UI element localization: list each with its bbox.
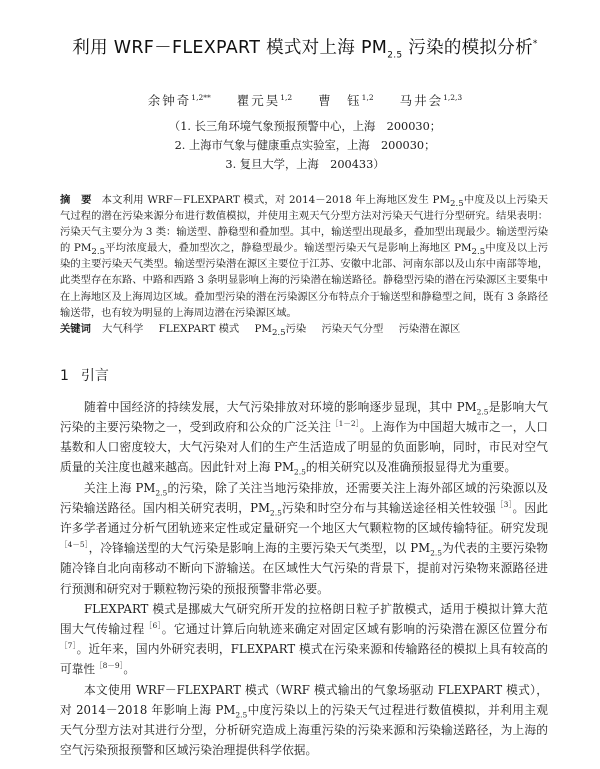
paragraph: 关注上海 $PM_{2.5}$的污染，除了关注当地污染排放，还需要关注上海外部区域的污染源以及污染输送路径。国内相关研究表明，$PM_{2.5}$污染和时空分布与其输送途径相关性较强$^{[3]}$。因此许多学者通过分析气团轨迹来定性或定量研究一个地区大气颗粒物的区域传输特征。研究发现$^{[4-5]}$，冷锋输送型的大气污染是影响上海的主要污染天气类型，以 $PM_{2.5}$为代表的主要污染物随冷锋自北向南移动不断向下游输送。在区域性大气污染的背景下，提前对污染物来源路径进行预测和研究对于颗粒物污染的预报预警非常必要。 <box>60 480 548 596</box>
abstract-label: 摘 要 <box>60 194 92 206</box>
citation: ［3］ <box>495 499 513 509</box>
author: 余钟奇$^{1,2**}$ <box>147 92 211 108</box>
keyword: FLEXPART 模式 <box>158 322 240 335</box>
citation: ［8－9］ <box>95 661 124 671</box>
paragraph: 本文使用 WRF－FLEXPART 模式（WRF 模式输出的气象场驱动 FLEXPART 模式），对 2014－2018 年影响上海 $PM_{2.5}$中度污染以上的污染天气过程进行数值模拟，并利用主观天气分型方法对其进行分型，分析研究造成上海重污染的污染来源和污染输送路径，为上海的空气污染预报预警和区域污染治理提供科学依据。 <box>60 682 548 758</box>
keyword: 污染天气分型 <box>321 322 384 335</box>
author-list <box>54 91 556 109</box>
section-title: 引言 <box>80 367 109 384</box>
paper-title: 利用 WRF－FLEXPART 模式对上海 $PM_{2.5}$ 污染的模拟分析* <box>72 38 538 61</box>
paragraph: 随着中国经济的持续发展，大气污染排放对环境的影响逐步显现，其中 $PM_{2.5}$是影响大气污染的主要污染物之一，受到政府和公众的广泛关注$^{[1-2]}$。上海作为中国超大城市之一，人口基数和人口密度较大，大气污染对人们的生产生活造成了明显的负面影响，同时，市民对空气质量的关注度也越来越高。因此针对上海 $PM_{2.5}$的相关研究以及准确预报显得尤为重要。 <box>60 399 548 477</box>
author: 马井会$^{1,2,3}$ <box>399 92 463 108</box>
author: 瞿元昊$^{1,2}$ <box>236 92 293 108</box>
abstract: 摘 要 本文利用 WRF－FLEXPART 模式，对 2014－2018 年上海地区发生 $PM_{2.5}$中度及以上污染天气过程的潜在污染来源分布进行数值模拟，并使用主观天气分型方法对污染天气进行分型研究。结果表明：污染天气主要分为 3 类：输送型、静稳型和叠加型。其中，输送型出现最多，叠加型出现最少。输送型污染的 $PM_{2.5}$平均浓度最大，叠加型次之，静稳型最少。输送型污染天气是影响上海地区 $PM_{2.5}$中度及以上污染的主要污染天气类型。输送型污染潜在源区主要位于江苏、安徽中北部、河南东部以及山东中南部等地，此类型存在东路、中路和西路 3 条明显影响上海的污染潜在输送路径。静稳型污染的潜在污染源区主要集中在上海地区及上海周边区域。叠加型污染的潜在污染源区分布特点介于输送型和静稳型之间，既有 3 条路径输送带，也有较为明显的上海周边潜在污染源区域。 <box>60 194 549 319</box>
citation: ［1－2］ <box>330 419 360 429</box>
section-heading <box>54 365 556 385</box>
title-footnote-mark: * <box>532 39 538 50</box>
keyword: 污染潜在源区 <box>398 322 461 335</box>
citation: ［6］ <box>144 621 162 631</box>
affiliation-line: 2. 上海市气象与健康重点实验室，上海 200030； <box>174 139 436 152</box>
affiliations <box>54 117 556 174</box>
section-number: 1 <box>60 367 69 384</box>
keyword: 大气科学 <box>102 322 144 335</box>
affiliation-line: 3. 复旦大学，上海 200433） <box>225 158 385 171</box>
keywords-label: 关键词 <box>60 322 91 335</box>
keyword: $PM_{2.5}$污染 <box>254 322 307 338</box>
citation: ［7］ <box>60 641 77 651</box>
keywords <box>54 321 556 337</box>
paragraph: FLEXPART 模式是挪威大气研究所开发的拉格朗日粒子扩散模式，适用于模拟计算大范围大气传输过程$^{[6]}$。它通过计算后向轨迹来确定对固定区域有影响的污染潜在源区位置分布$^{[7]}$。近年来，国内外研究表明，FLEXPART 模式在污染来源和传输路径的模拟上具有较高的可靠性$^{[8-9]}$。 <box>60 601 548 677</box>
author: 曹 钰$^{1,2}$ <box>318 92 374 108</box>
affiliation-line: （1. 长三角环境气象预报预警中心，上海 200030； <box>168 120 442 133</box>
section-body <box>54 397 556 761</box>
citation: ［4－5］ <box>60 540 89 550</box>
